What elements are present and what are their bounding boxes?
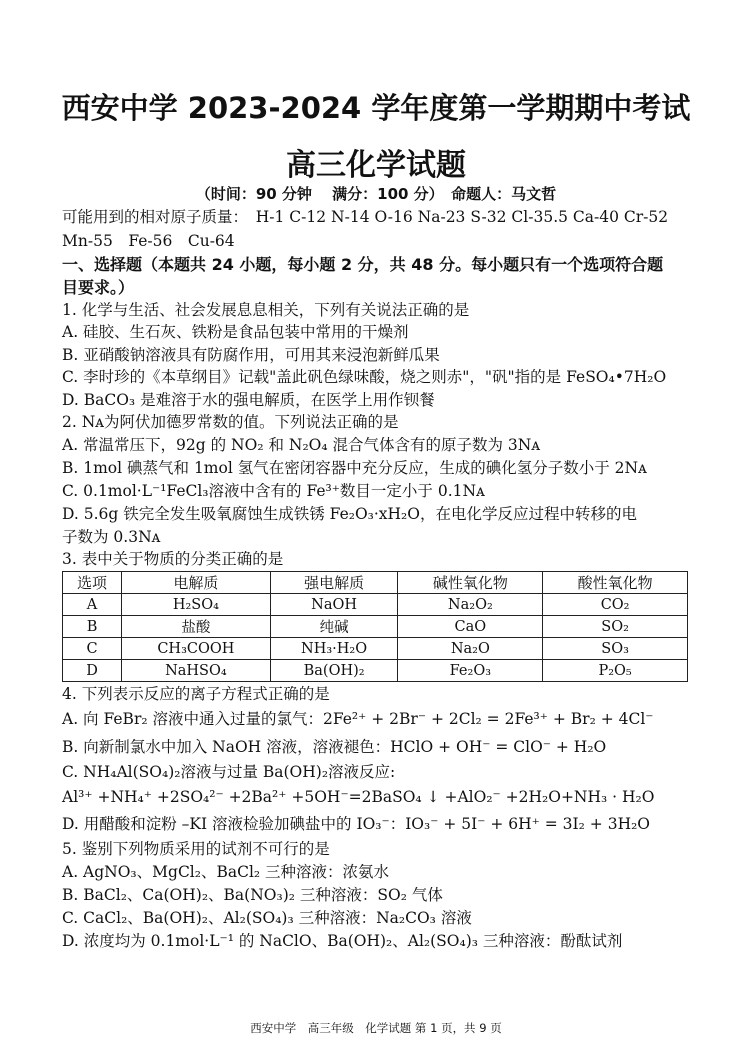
table-row: [63, 594, 688, 616]
table-cell: NH₃·H₂O: [270, 638, 398, 660]
q5-option-c: C. CaCl₂、Ba(OH)₂、Al₂(SO₄)₃ 三种溶液：Na₂CO₃ 溶液: [62, 909, 472, 927]
q4-option-d: D. 用醋酸和淀粉 –KI 溶液检验加碘盐中的 IO₃⁻：IO₃⁻ + 5I⁻ + 6H⁺ = 3I₂ + 3H₂O: [62, 815, 651, 833]
q1-option-a: A. 硅胶、生石灰、铁粉是食品包装中常用的干燥剂: [62, 323, 409, 341]
table-cell: SO₂: [543, 616, 688, 638]
q1-option-c: C. 李时珍的《本草纲目》记载"盖此矾色绿味酸，烧之则赤"，"矾"指的是 FeSO₄•7H₂O: [62, 368, 667, 386]
q4-option-c-line2: Al³⁺ +NH₄⁺ +2SO₄²⁻ +2Ba²⁺ +5OH⁻=2BaSO₄ ↓ +AlO₂⁻ +2H₂O+NH₃ · H₂O: [62, 788, 655, 806]
q2-option-d-line2: 子数为 0.3Nᴀ: [62, 528, 161, 546]
table-cell: D: [63, 660, 122, 682]
q1-option-b: B. 亚硝酸钠溶液具有防腐作用，可用其来浸泡新鲜瓜果: [62, 346, 440, 364]
q1-stem: 1. 化学与生活、社会发展息息相关，下列有关说法正确的是: [62, 301, 470, 319]
table-cell: 盐酸: [122, 616, 271, 638]
atomic-mass-line2: Mn-55 Fe-56 Cu-64: [62, 232, 235, 250]
q2-option-b: B. 1mol 碘蒸气和 1mol 氢气在密闭容器中充分反应，生成的碘化氢分子数小于 2Nᴀ: [62, 459, 647, 477]
q2-stem: 2. Nᴀ为阿伏加德罗常数的值。下列说法正确的是: [62, 413, 399, 431]
table-cell: H₂SO₄: [122, 594, 271, 616]
q1-option-d: D. BaCO₃ 是难溶于水的强电解质，在医学上用作钡餐: [62, 391, 435, 409]
table-header-row: [63, 572, 688, 594]
table-cell: Na₂O₂: [398, 594, 543, 616]
q3-stem: 3. 表中关于物质的分类正确的是: [62, 550, 284, 568]
table-cell: CaO: [398, 616, 543, 638]
q2-option-a: A. 常温常压下，92g 的 NO₂ 和 N₂O₄ 混合气体含有的原子数为 3Nᴀ: [62, 436, 541, 454]
q5-option-b: B. BaCl₂、Ca(OH)₂、Ba(NO₃)₂ 三种溶液：SO₂ 气体: [62, 886, 443, 904]
q4-option-b: B. 向新制氯水中加入 NaOH 溶液，溶液褪色：HClO + OH⁻ = ClO⁻ + H₂O: [62, 738, 607, 756]
section-heading-line2: 目要求。）: [62, 278, 135, 297]
exam-subtitle: 高三化学试题: [286, 148, 466, 183]
table-header-cell: 选项: [63, 572, 122, 594]
exam-meta: （时间：90 分钟 满分：100 分） 命题人：马文哲: [195, 185, 557, 203]
q5-option-d: D. 浓度均为 0.1mol·L⁻¹ 的 NaClO、Ba(OH)₂、Al₂(SO₄)₃ 三种溶液：酚酞试剂: [62, 932, 623, 950]
table-cell: CH₃COOH: [122, 638, 271, 660]
section-heading-line1: 一、选择题（本题共 24 小题，每小题 2 分，共 48 分。每小题只有一个选项符合题: [62, 255, 664, 274]
table-row: [63, 660, 688, 682]
exam-title: 西安中学 2023-2024 学年度第一学期期中考试: [61, 91, 691, 125]
table-header-cell: 电解质: [122, 572, 271, 594]
table-row: [63, 616, 688, 638]
table-cell: Na₂O: [398, 638, 543, 660]
table-cell: C: [63, 638, 122, 660]
table-cell: 纯碱: [270, 616, 398, 638]
table-cell: SO₃: [543, 638, 688, 660]
atomic-mass-line1: 可能用到的相对原子质量： H-1 C-12 N-14 O-16 Na-23 S-32 Cl-35.5 Ca-40 Cr-52: [62, 208, 669, 226]
q4-stem: 4. 下列表示反应的离子方程式正确的是: [62, 685, 330, 703]
q4-option-c-line1: C. NH₄Al(SO₄)₂溶液与过量 Ba(OH)₂溶液反应:: [62, 763, 396, 781]
q2-option-c: C. 0.1mol·L⁻¹FeCl₃溶液中含有的 Fe³⁺数目一定小于 0.1Nᴀ: [62, 482, 485, 500]
table-cell: P₂O₅: [543, 660, 688, 682]
table-row: [63, 638, 688, 660]
page-footer: 西安中学 高三年级 化学试题 第 1 页，共 9 页: [250, 1021, 502, 1035]
q5-stem: 5. 鉴别下列物质采用的试剂不可行的是: [62, 840, 330, 858]
q4-option-a: A. 向 FeBr₂ 溶液中通入过量的氯气：2Fe²⁺ + 2Br⁻ + 2Cl₂ = 2Fe³⁺ + Br₂ + 4Cl⁻: [62, 710, 654, 728]
table-header-cell: 强电解质: [270, 572, 398, 594]
q5-option-a: A. AgNO₃、MgCl₂、BaCl₂ 三种溶液：浓氨水: [62, 863, 390, 881]
table-cell: NaHSO₄: [122, 660, 271, 682]
table-cell: B: [63, 616, 122, 638]
table-header-cell: 酸性氧化物: [543, 572, 688, 594]
table-header-cell: 碱性氧化物: [398, 572, 543, 594]
table-cell: CO₂: [543, 594, 688, 616]
classification-table: [62, 571, 688, 682]
table-cell: Fe₂O₃: [398, 660, 543, 682]
table-cell: A: [63, 594, 122, 616]
table-cell: Ba(OH)₂: [270, 660, 398, 682]
table-cell: NaOH: [270, 594, 398, 616]
q2-option-d-line1: D. 5.6g 铁完全发生吸氧腐蚀生成铁锈 Fe₂O₃·xH₂O，在电化学反应过程中转移的电: [62, 505, 637, 523]
